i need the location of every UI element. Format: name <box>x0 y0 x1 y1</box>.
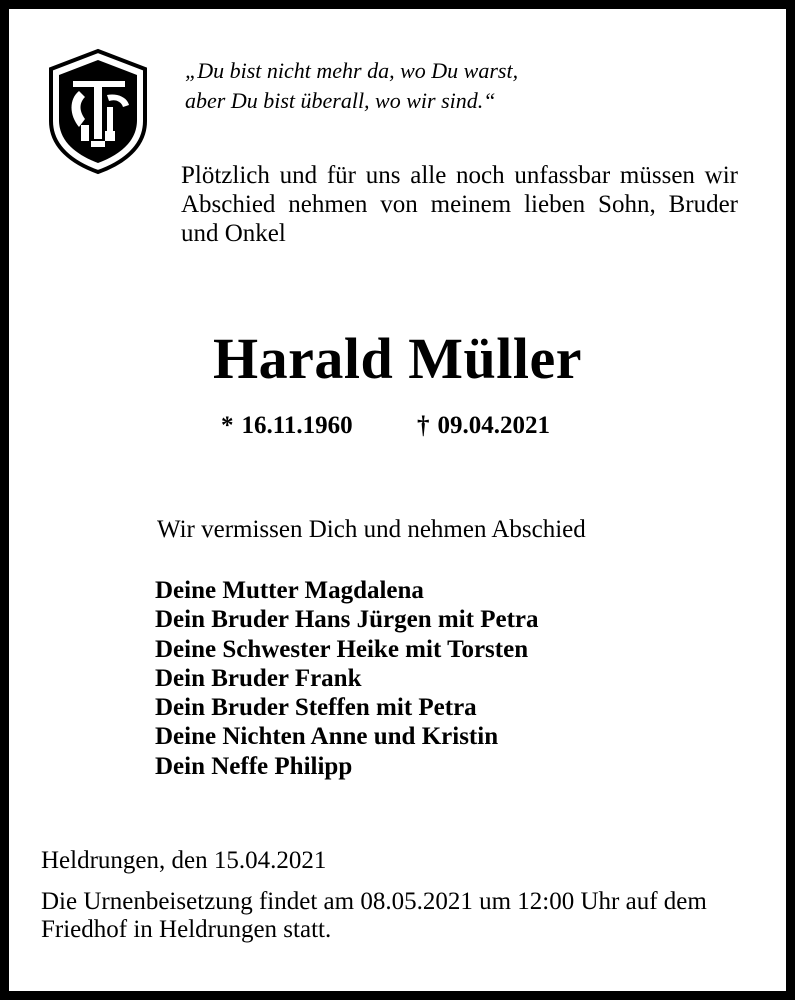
mourner-item: Dein Bruder Hans Jürgen mit Petra <box>155 606 539 634</box>
guild-crest-icon <box>45 47 151 175</box>
memorial-quote <box>185 56 605 116</box>
mourner-item: Deine Nichten Anne und Kristin <box>155 723 499 751</box>
farewell-text: Wir vermissen Dich und nehmen Abschied <box>157 516 586 543</box>
death-symbol: † <box>417 412 430 439</box>
mourner-item: Dein Neffe Philipp <box>155 752 353 780</box>
intro-text: Plötzlich und für uns alle noch unfassbar müssen wir Abschied nehmen von meinem lieben Sohn, Bruder und Onkel <box>181 162 738 247</box>
death-date: 09.04.2021 <box>437 412 550 439</box>
deceased-name: Harald Müller <box>213 326 582 391</box>
birth-symbol: * <box>221 412 234 439</box>
mourner-item: Deine Schwester Heike mit Torsten <box>155 635 529 663</box>
mourners-list <box>155 576 539 781</box>
place-and-date: Heldrungen, den 15.04.2021 <box>41 847 327 874</box>
mourner-item: Deine Mutter Magdalena <box>155 577 424 604</box>
mourner-item: Dein Bruder Steffen mit Petra <box>155 694 477 722</box>
quote-line-1: „Du bist nicht mehr da, wo Du warst, <box>185 58 519 83</box>
death-date-line <box>417 409 550 443</box>
birth-date-line <box>221 409 353 443</box>
birth-date: 16.11.1960 <box>241 412 353 439</box>
quote-line-2: aber Du bist überall, wo wir sind.“ <box>185 88 496 113</box>
burial-notice: Die Urnenbeisetzung findet am 08.05.2021 um 12:00 Uhr auf dem Friedhof in Heldrungen statt. <box>41 888 707 943</box>
mourner-item: Dein Bruder Frank <box>155 664 362 692</box>
